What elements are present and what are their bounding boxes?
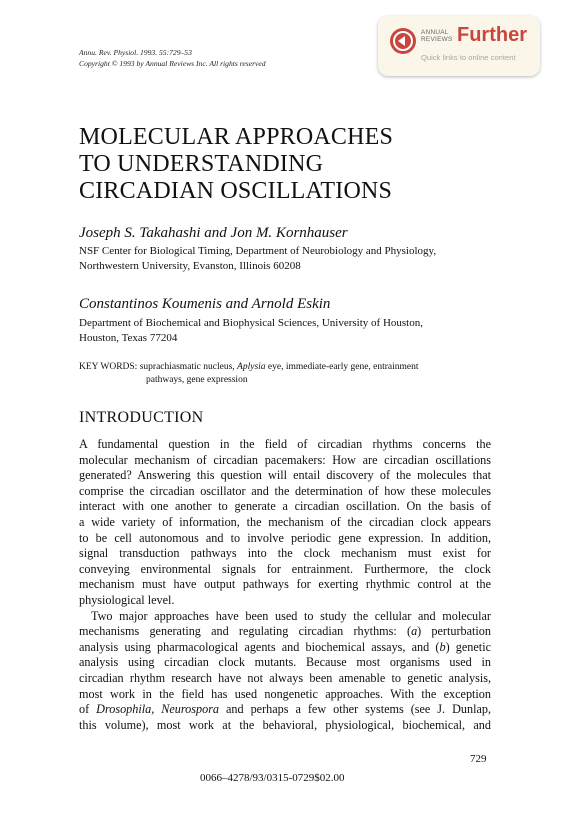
annual-reviews-brand [421,29,453,43]
paragraph-line: mechanism must have output pathways for exerting rhythmic control at the [79,577,491,592]
key-words-text: eye, immediate-early gene, entrainment [265,362,419,372]
key-words-label: KEY WORDS: [79,362,138,372]
journal-copyright: Copyright © 1993 by Annual Reviews Inc. All rights reserved [79,59,266,68]
play-back-icon[interactable] [390,28,416,54]
key-words-row [79,361,509,374]
affiliation-line: Houston, Texas 77204 [79,331,178,344]
body-text [79,437,491,733]
title-line: TO UNDERSTANDING [79,151,324,177]
paragraph-line: analysis using circadian clock mutants. Because most organisms used in [79,655,491,670]
brand-line-reviews: REVIEWS [421,36,453,43]
further-tagline[interactable]: Quick links to online content [421,53,516,62]
text-run-italic: b [439,639,446,654]
author-names-2: Constantinos Koumenis and Arnold Eskin [79,296,331,312]
paragraph-line: physiological level. [79,592,175,607]
further-banner[interactable] [378,16,540,76]
paragraph-line: conveying environmental signals for entrainment. Furthermore, the clock [79,561,491,576]
key-words-text: suprachiasmatic nucleus, [137,362,238,372]
key-words-row: pathways, gene expression [146,374,248,385]
text-run-italic: a [411,624,418,639]
paragraph-line: to be cell autonomous and to involve periodic gene expression. In addition, [79,530,491,545]
paragraph-line: most work in the field has used nongenetic approaches. With the exception [79,686,491,701]
paragraph-line: a wide variety of information, the mechanism of the circadian clock appears [79,514,491,529]
text-run: and perhaps a few other systems (see J. Dunlap, [219,702,492,717]
text-run-italic: Drosophila, Neurospora [96,702,220,717]
affiliation-line: Northwestern University, Evanston, Illinois 60208 [79,259,301,272]
affiliation-1 [79,244,499,273]
paragraph-line [79,640,491,656]
text-run: ) perturbation [417,624,491,639]
page-number: 729 [470,753,487,765]
paragraph-line: signal transduction pathways into the clock mechanism must exist for [79,546,491,561]
paragraph-line [79,702,491,718]
paragraph-line: circadian rhythm research have not always been amenable to genetic analysis, [79,670,491,685]
paragraph-line [79,624,491,640]
text-run: mechanisms generating and regulating circadian rhythms: ( [79,624,412,639]
article-code: 0066–4278/93/0315-0729$02.00 [200,772,345,784]
paragraph-line: A fundamental question in the field of circadian rhythms concerns the [79,437,491,451]
brand-line-annual: ANNUAL [421,29,449,36]
paragraph-line: molecular mechanism of circadian pacemakers: How are circadian oscillations [79,452,491,467]
paragraph-line: comprise the circadian oscillator and the determination of how these molecules [79,483,491,498]
affiliation-2 [79,316,499,345]
further-wordmark: Further [457,24,527,46]
paragraph-line: Two major approaches have been used to study the cellular and molecular [91,608,491,623]
title-line: MOLECULAR APPROACHES [79,124,394,150]
section-heading: INTRODUCTION [79,409,204,426]
text-run: of [79,702,97,717]
article-title [79,124,393,205]
title-line: CIRCADIAN OSCILLATIONS [79,178,393,204]
author-names-1: Joseph S. Takahashi and Jon M. Kornhauser [79,225,348,241]
journal-meta [79,47,266,69]
key-words-italic: Aplysia [237,362,266,372]
text-run: ) genetic [445,639,491,654]
text-run: analysis using pharmacological agents and biochemical assays, and ( [79,639,440,654]
affiliation-line: NSF Center for Biological Timing, Department of Neurobiology and Physiology, [79,245,437,257]
journal-citation: Annu. Rev. Physiol. 1993. 55:729–53 [79,48,192,57]
key-words [79,361,509,386]
paragraph-line: this volume), most work at the behavioral, physiological, biochemical, and [79,717,491,732]
affiliation-line: Department of Biochemical and Biophysical Sciences, University of Houston, [79,317,423,329]
paragraph-line: interact with one another to generate a circadian oscillation. On the basis of [79,499,491,514]
paragraph-line: generated? Answering this question will entail discovery of the molecules that [79,468,491,483]
